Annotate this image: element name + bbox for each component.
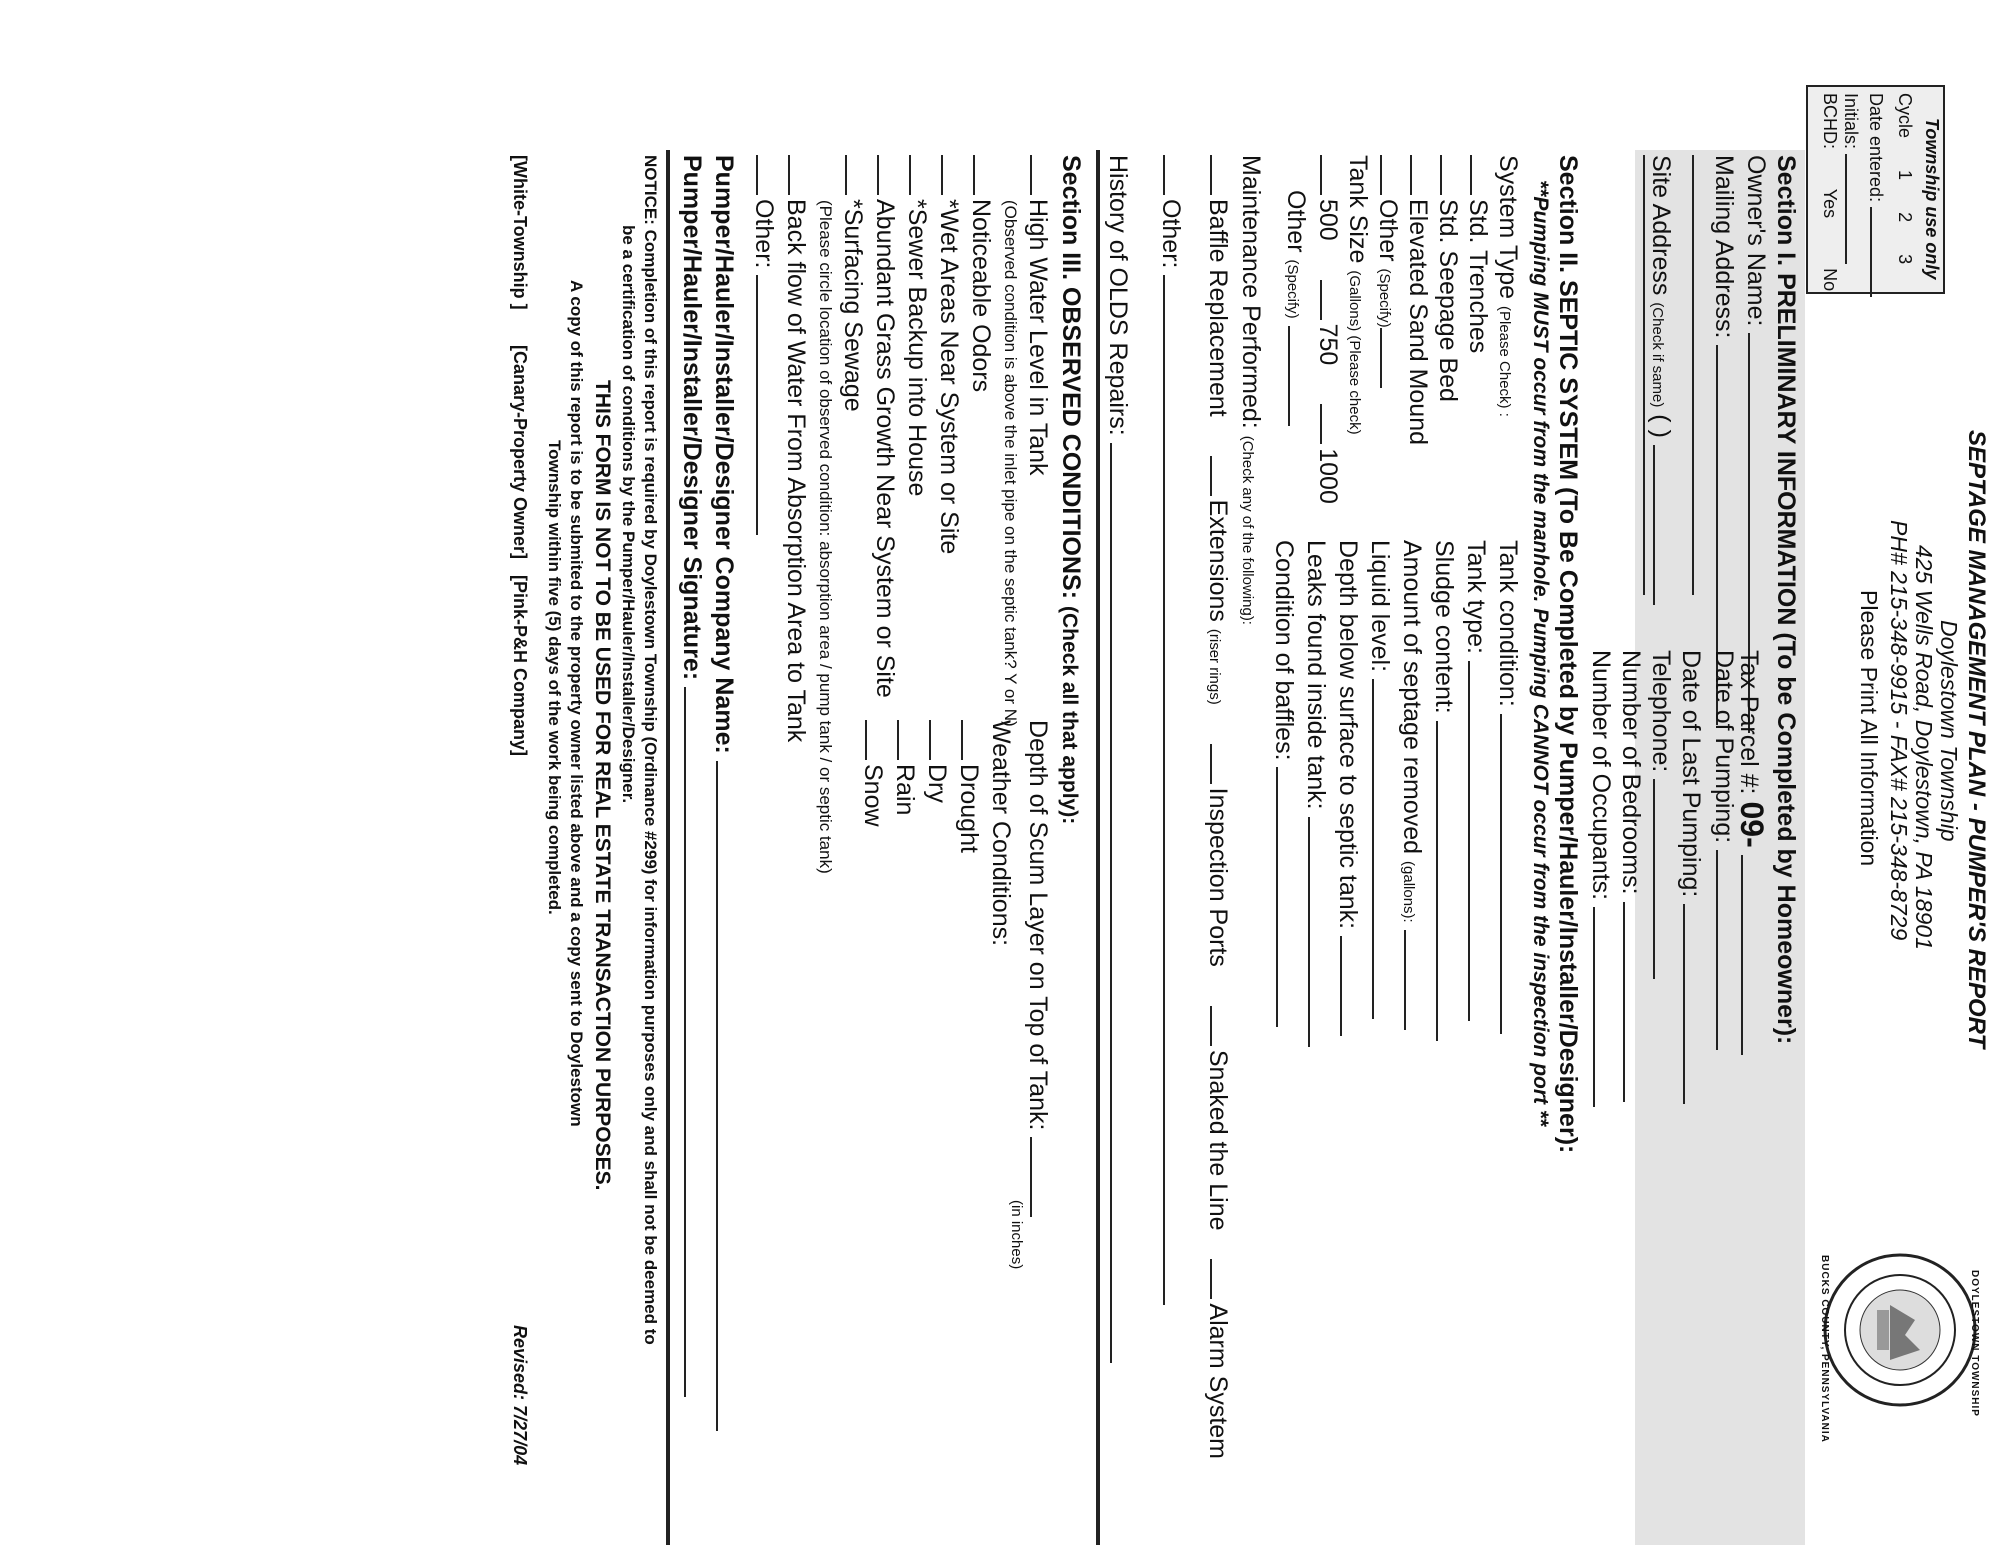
dry-check[interactable] (929, 720, 949, 760)
odors-check[interactable] (973, 155, 993, 195)
notice-label: NOTICE: (641, 155, 660, 225)
sewer-backup-label: *Sewer Backup into House (903, 199, 931, 497)
history-label: History of OLDS Repairs: (1104, 155, 1132, 436)
other-system-specify: (Specify) (1376, 268, 1393, 328)
tank-condition-field[interactable] (1500, 714, 1520, 1034)
please-check-label: (Please Check) : (1496, 306, 1513, 417)
grass-label: Abundant Grass Growth Near System or Site (871, 199, 899, 698)
elevated-sand-mound-label: Elevated Sand Mound (1404, 199, 1432, 446)
section3-heading: Section III. OBSERVED CONDITIONS: (1057, 155, 1085, 600)
riser-rings-label: (riser rings) (1206, 628, 1223, 705)
inspection-ports-label: Inspection Ports (1204, 787, 1232, 967)
rain-label: Rain (891, 764, 919, 816)
weather-label: Weather Conditions: (987, 720, 1015, 947)
date-of-pumping-field[interactable] (1716, 850, 1736, 1050)
footer-canary: [Canary-Property Owner] (510, 345, 530, 560)
back-flow-label: Back flow of Water From Absorption Area to Tank (782, 199, 810, 743)
maintenance-label: Maintenance Performed: (1237, 155, 1265, 429)
odors-label: Noticeable Odors (967, 199, 995, 393)
mailing-address-line2[interactable] (1692, 155, 1694, 595)
date-last-pumping-field[interactable] (1683, 904, 1703, 1104)
snaked-line-label: Snaked the Line (1204, 1049, 1232, 1231)
site-address-field[interactable] (1653, 445, 1673, 605)
other-tank-label: Other (1282, 190, 1310, 253)
bedrooms-field[interactable] (1623, 902, 1643, 1102)
other-tank-specify: (Specify) (1284, 259, 1301, 319)
cycle-option-3[interactable]: 3 (1895, 254, 1915, 265)
baffles-label: Condition of baffles: (1270, 540, 1298, 761)
sludge-content-field[interactable] (1436, 721, 1456, 1041)
notice-text1: Completion of this report is required by Doylestown Township (Ordinance #299) for information purposes only and shall not be deemed to (641, 229, 660, 1345)
liquid-level-field[interactable] (1372, 679, 1392, 1019)
other-maint-check[interactable] (1163, 155, 1183, 195)
seal-text-bottom: BUCKS COUNTY, PENNSYLVANIA (1819, 1255, 1830, 1443)
size-1000-label: 1000 (1314, 448, 1342, 504)
signature-field[interactable] (684, 687, 704, 1397)
telephone-field[interactable] (1653, 779, 1673, 979)
section2-heading: Section II. SEPTIC SYSTEM (To Be Completed by Pumper/Hauler/Installer/Designer): (1554, 155, 1582, 1154)
check-if-same-label: (Check if same) (1649, 302, 1666, 408)
township-seal-icon (1815, 1250, 1985, 1410)
company-name-label: Pumper/Hauler/Installer/Designer Company Name: (710, 155, 738, 754)
septage-removed-label: Amount of septage removed (1398, 540, 1426, 855)
occupants-label: Number of Occupants: (1587, 650, 1615, 901)
bchd-no[interactable]: No (1820, 268, 1840, 292)
other-maint-label: Other: (1157, 199, 1185, 269)
baffles-field[interactable] (1276, 767, 1296, 1027)
maintenance-note: (Check any of the following): (1239, 435, 1256, 625)
std-trenches-label: Std. Trenches (1464, 199, 1492, 354)
tax-parcel-label: Tax Parcel #: (1735, 650, 1763, 795)
section1-heading: Section I. PRELIMINARY INFORMATION (To be Completed by Homeowner): (1772, 155, 1800, 1045)
date-entered-field[interactable] (1870, 207, 1890, 297)
size-500-label: 500 (1314, 199, 1342, 241)
rain-check[interactable] (897, 720, 917, 760)
wet-areas-label: *Wet Areas Near System or Site (935, 199, 963, 555)
other-observed-field[interactable] (756, 275, 776, 535)
org-phone: PH# 215-348-9915 - FAX# 215-348-8729 (1886, 520, 1912, 941)
std-seepage-bed-check[interactable] (1440, 155, 1460, 195)
depth-below-field[interactable] (1340, 936, 1360, 1036)
bedrooms-label: Number of Bedrooms: (1617, 650, 1645, 895)
back-flow-check[interactable] (788, 155, 808, 195)
site-address-label: Site Address (1647, 155, 1675, 296)
revised-date: Revised: 7/27/04 (510, 1325, 530, 1466)
org-name: Doylestown Township (1936, 620, 1962, 842)
mailing-address-label: Mailing Address: (1710, 155, 1738, 339)
section3-heading-note: (Check all that apply): (1058, 606, 1081, 825)
date-entered-label: Date entered: (1866, 93, 1886, 203)
initials-field[interactable] (1845, 154, 1865, 264)
alarm-system-check[interactable] (1210, 1259, 1230, 1299)
realestate-notice: THIS FORM IS NOT TO BE USED FOR REAL ESTATE TRANSACTION PURPOSES. (591, 380, 614, 1191)
signature-divider (666, 150, 670, 1545)
tank-condition-label: Tank condition: (1494, 540, 1522, 707)
bchd-yes[interactable]: Yes (1820, 188, 1840, 219)
footer-pink: [Pink-P&H Company] (510, 575, 530, 757)
snow-label: Snow (859, 764, 887, 827)
system-type-label: System Type (1494, 155, 1522, 300)
extensions-check[interactable] (1210, 456, 1230, 496)
date-last-pumping-label: Date of Last Pumping: (1677, 650, 1705, 898)
drought-label: Drought (955, 764, 983, 853)
other-maint-field[interactable] (1163, 275, 1183, 1305)
baffle-replacement-check[interactable] (1210, 155, 1230, 195)
company-name-field[interactable] (716, 761, 736, 1431)
septage-removed-field[interactable] (1404, 930, 1424, 1030)
history-field[interactable] (1110, 443, 1130, 1363)
township-box-title: Township use only (1922, 118, 1942, 280)
cycle-label: Cycle (1895, 93, 1915, 139)
sludge-content-label: Sludge content: (1430, 540, 1458, 714)
grass-check[interactable] (877, 155, 897, 195)
tank-size-note: (Gallons) (Please check) (1346, 270, 1363, 435)
elevated-sand-mound-check[interactable] (1410, 155, 1430, 195)
other-observed-label: Other: (750, 199, 778, 269)
leaks-label: Leaks found inside tank: (1302, 540, 1330, 810)
initials-label: Initials: (1841, 93, 1861, 150)
size-1000-check[interactable] (1320, 404, 1340, 444)
observed-note: (Observed condition is above the inlet pipe on the septic tank? Y or N) (1001, 200, 1020, 727)
inspection-ports-check[interactable] (1210, 744, 1230, 784)
scum-field[interactable] (1030, 1137, 1050, 1217)
high-water-check[interactable] (1030, 155, 1050, 195)
cycle-option-2[interactable]: 2 (1895, 212, 1915, 223)
other-system-check[interactable] (1380, 155, 1400, 195)
seal-text-top: DOYLESTOWN TOWNSHIP (1969, 1270, 1980, 1417)
tank-type-label: Tank type: (1462, 540, 1490, 654)
copy-notice-1: A copy of this report is to be submited to the property owner listed above and a copy sent to Doylestown (567, 280, 586, 1127)
footer-white: [White-Township ] (510, 155, 530, 310)
print-instruction: Please Print All Information (1856, 590, 1882, 867)
snaked-line-check[interactable] (1210, 1006, 1230, 1046)
liquid-level-label: Liquid level: (1366, 540, 1394, 673)
other-system-label: Other (1374, 199, 1402, 262)
wet-areas-check[interactable] (941, 155, 961, 195)
telephone-label: Telephone: (1647, 650, 1675, 773)
std-trenches-check[interactable] (1470, 155, 1490, 195)
section2-divider (1096, 150, 1100, 1545)
std-seepage-bed-label: Std. Seepage Bed (1434, 199, 1462, 402)
other-observed-check[interactable] (756, 155, 776, 195)
surfacing-label: *Surfacing Sewage (839, 199, 867, 412)
occupants-field[interactable] (1593, 907, 1613, 1107)
gallons-label: (gallons): (1400, 861, 1417, 923)
signature-label: Pumper/Hauler/Installer/Designer Signature: (678, 155, 706, 681)
date-of-pumping-label: Date of Pumping: (1710, 650, 1738, 844)
dry-label: Dry (923, 764, 951, 803)
form-title: SEPTAGE MANAGEMENT PLAN - PUMPER'S REPORT (1963, 430, 1990, 1049)
size-500-check[interactable] (1320, 155, 1340, 195)
copy-notice-2: Township within five (5) days of the work being completed. (545, 440, 564, 915)
tank-type-field[interactable] (1468, 661, 1488, 1021)
alarm-system-label: Alarm System (1204, 1303, 1232, 1460)
size-750-label: 750 (1314, 323, 1342, 366)
other-tank-field[interactable] (1288, 326, 1308, 426)
circle-note: (Please circle location of observed condition: absorption area / pump tank / or septic tank) (816, 200, 835, 874)
site-address-line2[interactable] (1643, 155, 1645, 595)
notice-text2: be a certification of conditions by the Pumper/Hauler/Installer/Designer. (619, 225, 638, 804)
pumping-notice: **Pumping MUST occur from the manhole. Pumping CANNOT occur from the inspection port ** (1529, 180, 1552, 1127)
sewer-backup-check[interactable] (909, 155, 929, 195)
tax-parcel-field[interactable] (1741, 855, 1761, 1055)
size-750-check[interactable] (1320, 280, 1340, 320)
org-address: 425 Wells Road, Doylestown, PA 18901 (1911, 545, 1937, 950)
other-system-field[interactable] (1380, 328, 1400, 388)
extensions-label: Extensions (1204, 499, 1232, 622)
drought-check[interactable] (961, 720, 981, 760)
cycle-option-1[interactable]: 1 (1895, 170, 1915, 181)
tank-size-label: Tank Size (1344, 155, 1372, 264)
owners-name-label: Owner's Name: (1742, 155, 1770, 327)
snow-check[interactable] (865, 720, 885, 760)
high-water-label: High Water Level in Tank (1024, 199, 1052, 476)
tax-parcel-value: 09- (1734, 801, 1770, 848)
leaks-field[interactable] (1308, 817, 1328, 1047)
check-if-same-box[interactable]: ( ) (1647, 414, 1675, 438)
baffle-replacement-label: Baffle Replacement (1204, 199, 1232, 417)
depth-below-label: Depth below surface to septic tank: (1334, 540, 1362, 930)
bchd-label: BCHD: (1820, 93, 1840, 150)
surfacing-check[interactable] (845, 155, 865, 195)
inches-label: (in inches) (1008, 1200, 1025, 1270)
scum-label: Depth of Scum Layer on Top of Tank: (1024, 720, 1052, 1131)
